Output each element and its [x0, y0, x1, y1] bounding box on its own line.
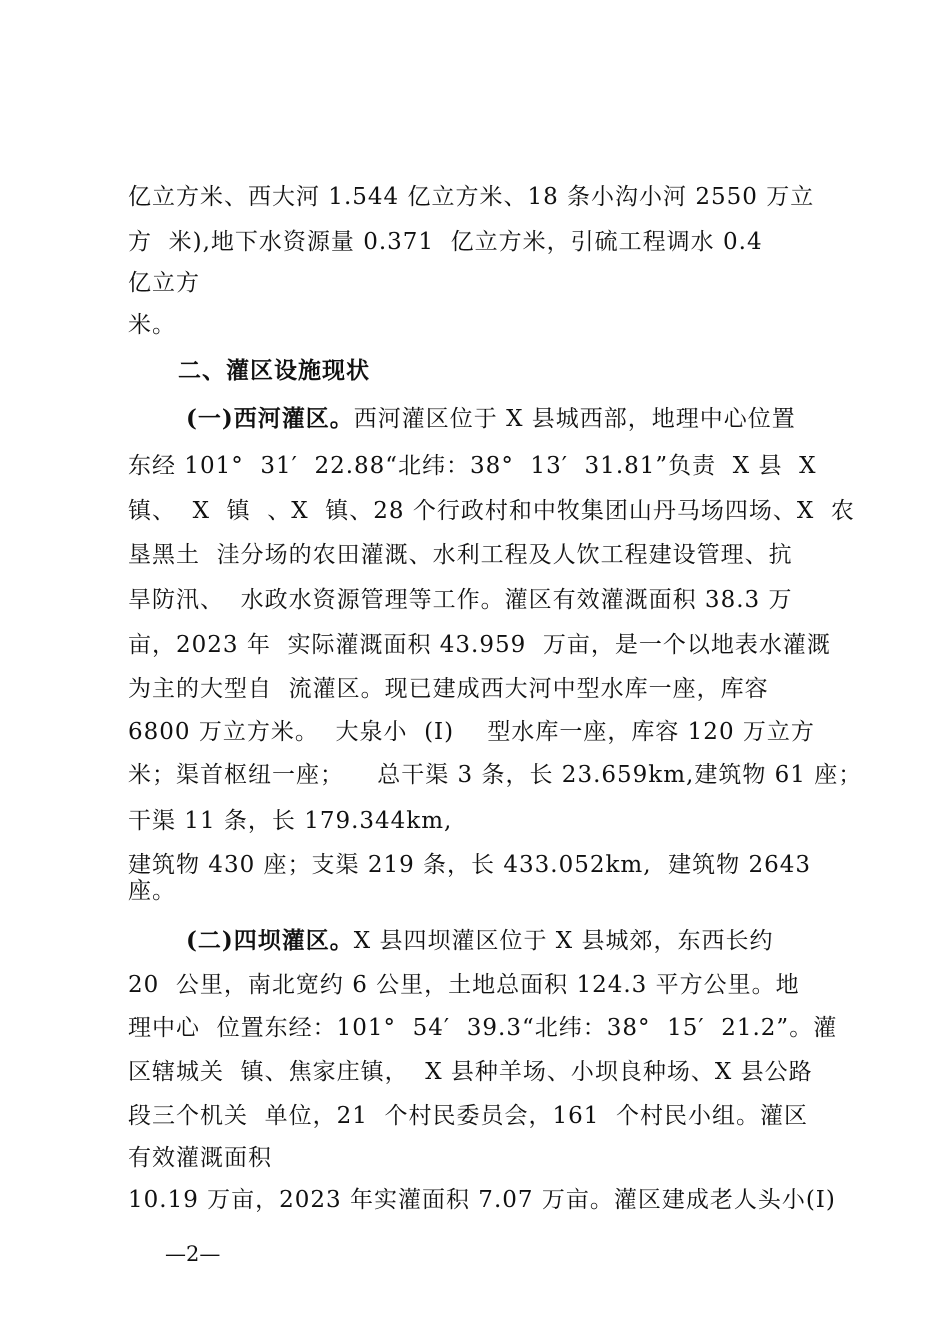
text-line: 段三个机关 单位，21 个村民委员会，161 个村民小组。灌区 [128, 1103, 809, 1129]
section-heading: 二、灌区设施现状 [178, 357, 370, 384]
text-line: 米；渠首枢纽一座； 总干渠 3 条，长 23.659km,建筑物 61 座； [128, 762, 863, 788]
text-line: 东经 101° 31′ 22.88“北纬：38° 13′ 31.81”负责 X 县 X [128, 453, 817, 479]
text-line: 理中心 位置东经：101° 54′ 39.3“北纬：38° 15′ 21.2”。灌 [128, 1015, 838, 1041]
text-line: 亿立方米、西大河 1.544 亿立方米、18 条小沟小河 2550 万立 [128, 184, 815, 210]
text-line: 亩，2023 年 实际灌溉面积 43.959 万亩，是一个以地表水灌溉 [128, 632, 831, 658]
page-number: —2— [165, 1242, 221, 1266]
text-line: 亿立方 [128, 270, 200, 296]
text-line: 干渠 11 条，长 179.344km, [128, 808, 453, 834]
subsection-label: (二)四坝灌区。 [186, 927, 354, 954]
text-line: 20 公里，南北宽约 6 公里，土地总面积 124.3 平方公里。地 [128, 972, 800, 998]
paragraph-first-line [186, 926, 773, 956]
text-line: 10.19 万亩，2023 年实灌面积 7.07 万亩。灌区建成老人头小(I) [128, 1187, 836, 1213]
text-line: 建筑物 430 座；支渠 219 条，长 433.052km, 建筑物 2643 [128, 852, 811, 878]
text-line: 旱防汛、 水政水资源管理等工作。灌区有效灌溉面积 38.3 万 [128, 587, 793, 613]
paragraph-first-line [186, 404, 796, 434]
text-line: 为主的大型自 流灌区。现已建成西大河中型水库一座，库容 [128, 676, 769, 702]
text-line: 镇、 X 镇 、X 镇、28 个行政村和中牧集团山丹马场四场、X 农 [128, 498, 855, 524]
text-line: 6800 万立方米。 大泉小 (I) 型水库一座，库容 120 万立方 [128, 719, 815, 745]
text-line: 垦黑土 洼分场的农田灌溉、水利工程及人饮工程建设管理、抗 [128, 542, 793, 568]
text-line: 区辖城关 镇、焦家庄镇， X 县种羊场、小坝良种场、X 县公路 [128, 1059, 813, 1085]
text-line: 座。 [128, 878, 176, 904]
text-run: 西河灌区位于 X 县城西部，地理中心位置 [353, 406, 796, 432]
text-line: 方 米),地下水资源量 0.371 亿立方米，引硫工程调水 0.4 [128, 229, 763, 255]
text-line: 米。 [128, 312, 176, 338]
text-run: X 县四坝灌区位于 X 县城郊，东西长约 [353, 928, 774, 954]
subsection-label: (一)西河灌区。 [186, 405, 354, 432]
text-line: 有效灌溉面积 [128, 1145, 272, 1171]
